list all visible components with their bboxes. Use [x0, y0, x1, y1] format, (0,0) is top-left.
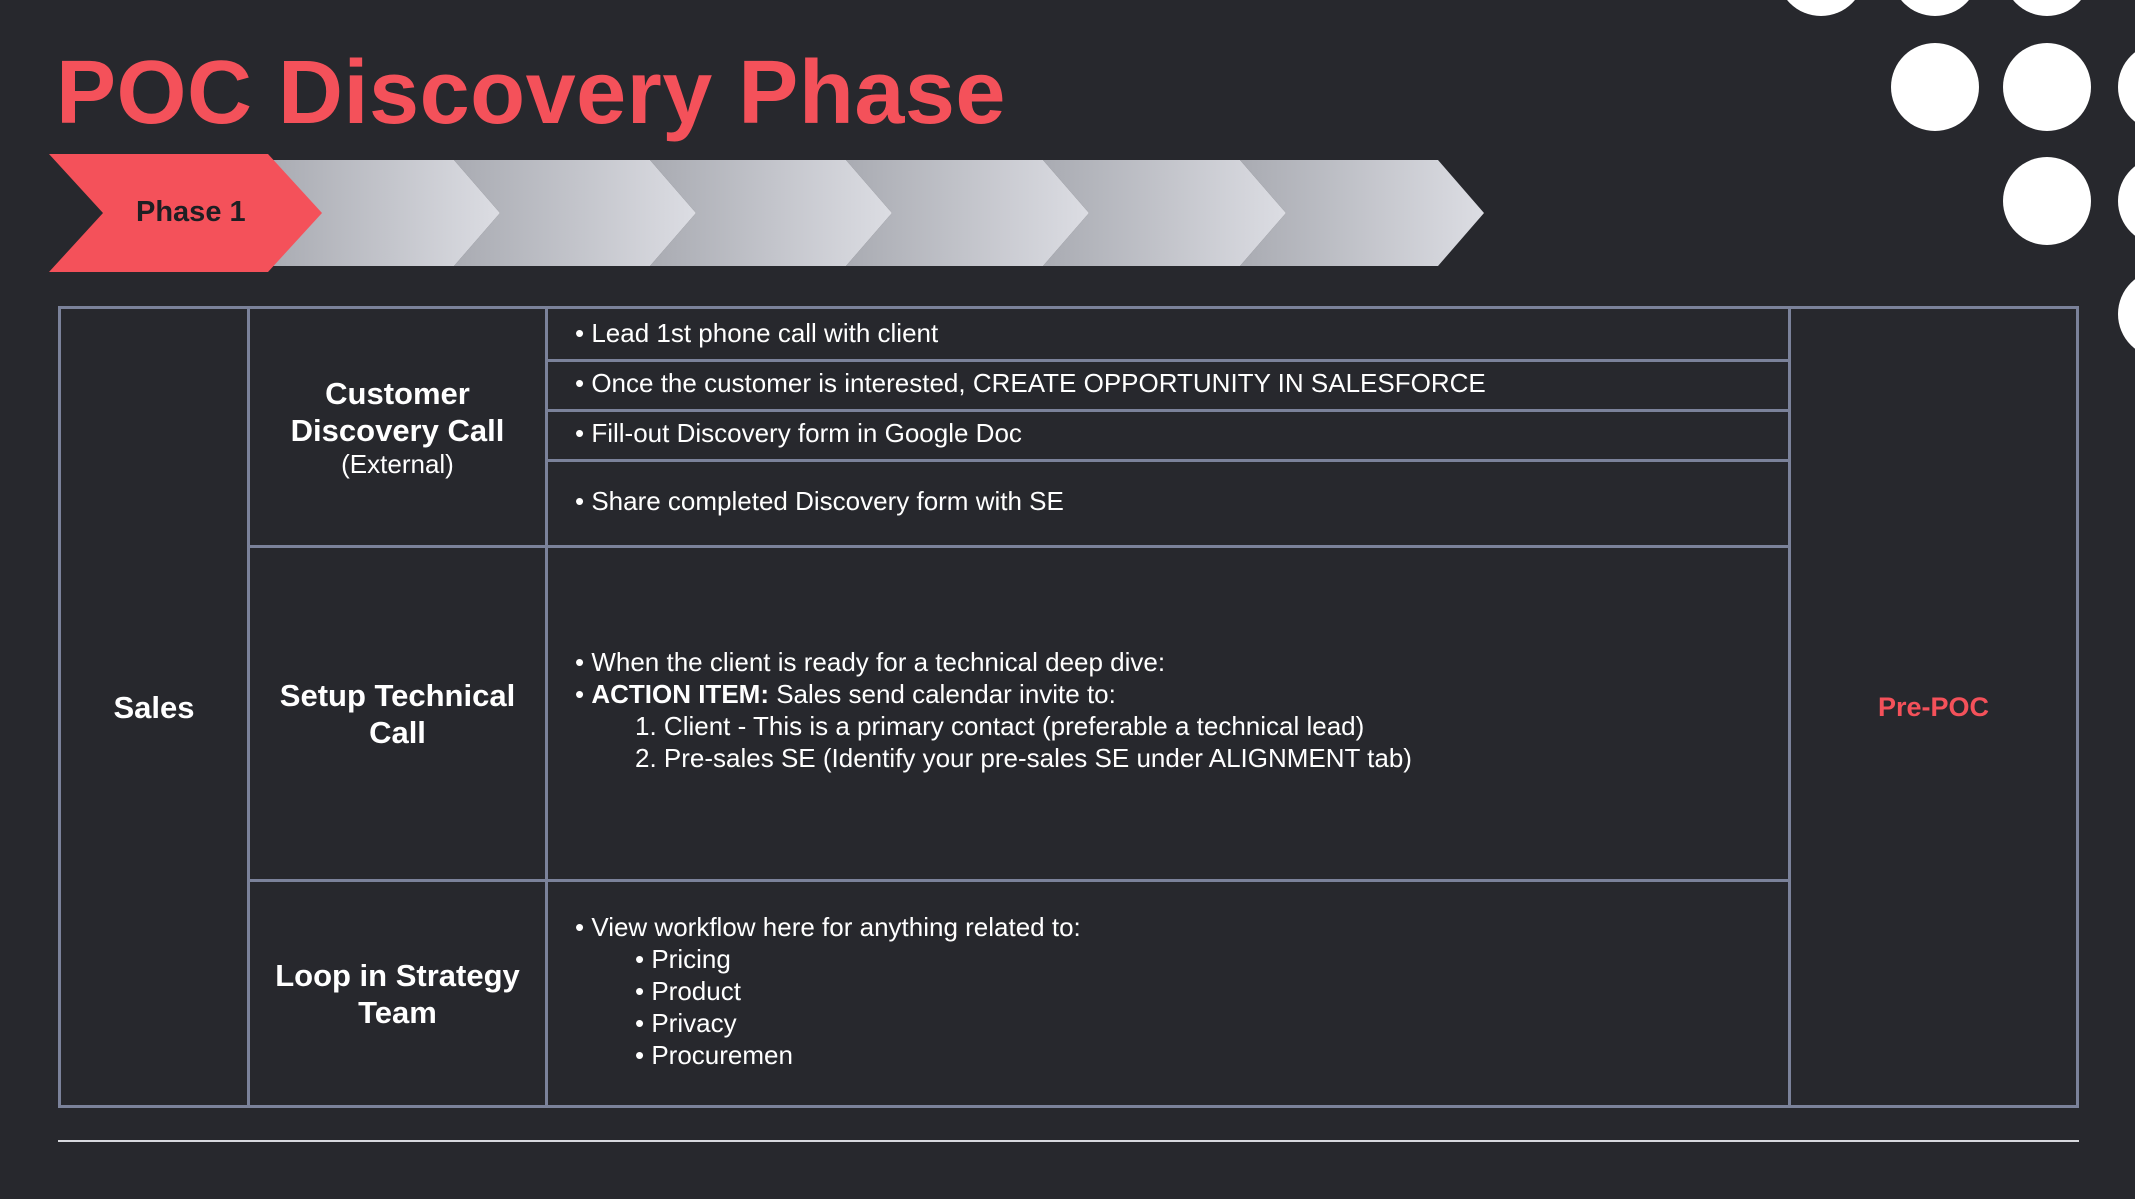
step-cell-discovery-call — [250, 309, 545, 545]
stage-label: Pre-POC — [1877, 691, 1990, 722]
task-item: • When the client is ready for a technical deep dive: — [575, 647, 1166, 677]
task-item: • Once the customer is interested, CREATE OPPORTUNITY IN SALESFORCE — [575, 368, 1486, 398]
strategy-team-details — [575, 911, 1081, 1071]
technical-call-details — [575, 646, 1412, 774]
divider-step — [545, 309, 548, 1105]
numbered-item: 2. Pre-sales SE (Identify your pre-sales SE under ALIGNMENT tab) — [635, 743, 1412, 773]
topic-text: Pricing — [651, 944, 731, 974]
topic-text: Procuremen — [651, 1040, 793, 1070]
invitee-text: Client - This is a primary contact (preferable a technical lead) — [663, 711, 1365, 741]
step-title-discovery-call: Customer Discovery Call — [290, 376, 505, 448]
step-title-strategy-team: Loop in Strategy Team — [275, 957, 520, 1030]
divider-task-1 — [547, 359, 1789, 362]
task-item: • View workflow here for anything related to: — [575, 912, 1081, 942]
topic-item: • Procuremen — [635, 1040, 793, 1070]
dot-2 — [1891, 0, 1979, 16]
step-title-technical-call: Setup Technical Call — [279, 677, 516, 750]
dot-5 — [2003, 43, 2091, 131]
dot-6 — [2118, 43, 2135, 131]
task-item: • ACTION ITEM: Sales send calendar invite to: — [575, 679, 1116, 709]
topic-item: • Product — [635, 976, 741, 1006]
task-text: When the client is ready for a technical deep dive: — [591, 647, 1166, 677]
owner-cell — [61, 309, 247, 1105]
step-cell-technical-call — [250, 548, 545, 879]
footer-divider — [58, 1140, 2079, 1142]
task-item: • Share completed Discovery form with SE — [575, 486, 1064, 516]
dot-1 — [1777, 0, 1865, 16]
dot-3 — [2003, 0, 2091, 16]
topic-item: • Privacy — [635, 1008, 737, 1038]
dot-4 — [1891, 43, 1979, 131]
divider-task-3 — [547, 459, 1789, 462]
phase-1-label: Phase 1 — [136, 196, 246, 228]
dot-9 — [2118, 270, 2135, 358]
phase-chevron-bar — [0, 0, 1500, 290]
owner-label: Sales — [113, 689, 195, 725]
invitee-text: Pre-sales SE (Identify your pre-sales SE under ALIGNMENT tab) — [663, 743, 1412, 773]
dot-8 — [2118, 157, 2135, 245]
action-item-label: ACTION ITEM: — [591, 679, 769, 709]
dot-7 — [2003, 157, 2091, 245]
step-cell-strategy-team — [250, 882, 545, 1105]
step-subtitle-external: (External) — [341, 449, 454, 479]
task-text: Once the customer is interested, CREATE OPPORTUNITY IN SALESFORCE — [591, 368, 1486, 398]
topic-text: Privacy — [651, 1008, 737, 1038]
task-item: • Lead 1st phone call with client — [575, 318, 939, 348]
stage-cell — [1791, 309, 2076, 1105]
task-text: Fill-out Discovery form in Google Doc — [591, 418, 1022, 448]
page-title: POC Discovery Phase — [56, 43, 1006, 143]
task-text: Share completed Discovery form with SE — [591, 486, 1064, 516]
action-item-text: Sales send calendar invite to: — [776, 679, 1116, 709]
task-item: • Fill-out Discovery form in Google Doc — [575, 418, 1022, 448]
topic-text: Product — [651, 976, 741, 1006]
numbered-item: 1. Client - This is a primary contact (preferable a technical lead) — [635, 711, 1365, 741]
task-text: Lead 1st phone call with client — [591, 318, 939, 348]
divider-task-2 — [547, 409, 1789, 412]
task-text: View workflow here for anything related to: — [591, 912, 1081, 942]
process-table — [58, 306, 2079, 1108]
topic-item: • Pricing — [635, 944, 731, 974]
